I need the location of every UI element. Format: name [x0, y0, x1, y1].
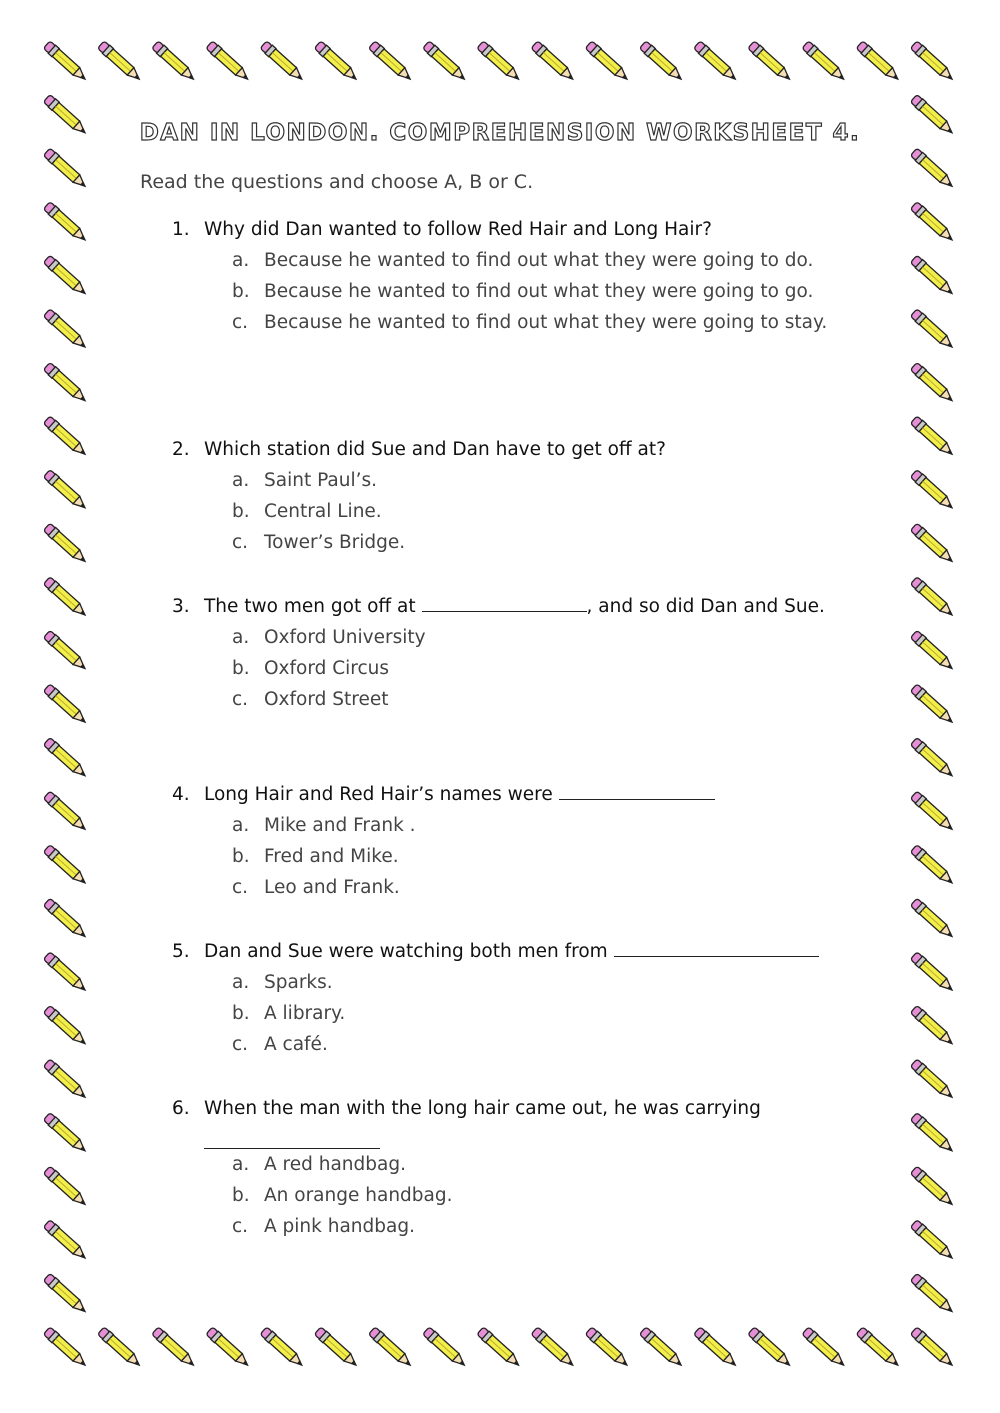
pencil-icon — [910, 737, 956, 780]
pencil-icon — [43, 630, 89, 673]
pencil-icon — [43, 1112, 89, 1155]
option-b[interactable]: b. Central Line. — [232, 501, 382, 522]
option-c[interactable]: c. Because he wanted to find out what they were going to stay. — [232, 312, 828, 333]
question-number: 4. — [172, 784, 190, 805]
pencil-icon — [910, 1005, 956, 1048]
question-number: 1. — [172, 219, 190, 240]
pencil-icon — [151, 41, 197, 84]
pencil-icon — [43, 148, 89, 191]
pencil-icon — [43, 1059, 89, 1102]
question-2 — [172, 434, 872, 558]
pencil-icon — [43, 1005, 89, 1048]
pencil-icon — [639, 41, 685, 84]
option-a[interactable]: a. Oxford University — [232, 627, 426, 648]
pencil-icon — [910, 308, 956, 351]
pencil-icon — [910, 255, 956, 298]
pencil-icon — [910, 416, 956, 459]
pencil-icon — [43, 1219, 89, 1262]
pencil-icon — [910, 1112, 956, 1155]
pencil-icon — [802, 41, 848, 84]
pencil-icon — [910, 1219, 956, 1262]
pencil-icon — [910, 576, 956, 619]
question-5 — [172, 936, 872, 1060]
question-text: Why did Dan wanted to follow Red Hair and Long Hair? — [204, 219, 712, 240]
option-c[interactable]: c. A pink handbag. — [232, 1216, 415, 1237]
option-c[interactable]: c. Oxford Street — [232, 689, 389, 710]
question-text: Which station did Sue and Dan have to get off at? — [204, 439, 666, 460]
pencil-icon — [422, 1327, 468, 1370]
pencil-icon — [910, 844, 956, 887]
pencil-icon — [910, 898, 956, 941]
pencil-icon — [43, 1166, 89, 1209]
question-number: 5. — [172, 941, 190, 962]
pencil-icon — [910, 469, 956, 512]
pencil-icon — [43, 1327, 89, 1370]
pencil-icon — [151, 1327, 197, 1370]
pencil-icon — [639, 1327, 685, 1370]
question-number: 2. — [172, 439, 190, 460]
pencil-icon — [910, 791, 956, 834]
pencil-icon — [531, 41, 577, 84]
pencil-icon — [747, 41, 793, 84]
pencil-icon — [910, 148, 956, 191]
pencil-icon — [43, 308, 89, 351]
option-a[interactable]: a. Saint Paul’s. — [232, 470, 378, 491]
answer-blank[interactable] — [614, 936, 819, 957]
pencil-icon — [97, 41, 143, 84]
question-number: 3. — [172, 596, 190, 617]
pencil-icon — [422, 41, 468, 84]
pencil-icon — [910, 1166, 956, 1209]
pencil-icon — [43, 1273, 89, 1316]
pencil-icon — [260, 41, 306, 84]
pencil-icon — [43, 41, 89, 84]
pencil-icon — [585, 1327, 631, 1370]
question-4 — [172, 779, 872, 903]
option-b[interactable]: b. A library. — [232, 1003, 346, 1024]
option-a[interactable]: a. A red handbag. — [232, 1154, 406, 1175]
pencil-icon — [476, 1327, 522, 1370]
pencil-icon — [693, 41, 739, 84]
question-text: The two men got off at — [204, 596, 416, 617]
pencil-icon — [43, 255, 89, 298]
pencil-icon — [856, 41, 902, 84]
pencil-icon — [260, 1327, 306, 1370]
pencil-icon — [910, 630, 956, 673]
pencil-icon — [314, 1327, 360, 1370]
pencil-icon — [910, 201, 956, 244]
answer-blank[interactable] — [422, 591, 587, 612]
option-a[interactable]: a. Because he wanted to find out what they were going to do. — [232, 250, 814, 271]
pencil-icon — [43, 951, 89, 994]
pencil-icon — [43, 416, 89, 459]
question-text: When the man with the long hair came out, he was carrying — [204, 1098, 761, 1119]
option-a[interactable]: a. Mike and Frank . — [232, 815, 416, 836]
pencil-icon — [856, 1327, 902, 1370]
pencil-icon — [43, 684, 89, 727]
pencil-icon — [910, 1327, 956, 1370]
instructions: Read the questions and choose A, B or C. — [140, 171, 534, 193]
pencil-icon — [910, 951, 956, 994]
option-b[interactable]: b. Fred and Mike. — [232, 846, 399, 867]
pencil-icon — [910, 684, 956, 727]
pencil-icon — [43, 791, 89, 834]
pencil-icon — [43, 844, 89, 887]
option-c[interactable]: c. A café. — [232, 1034, 328, 1055]
question-1 — [172, 214, 872, 338]
option-c[interactable]: c. Tower’s Bridge. — [232, 532, 406, 553]
option-b[interactable]: b. Because he wanted to find out what they were going to go. — [232, 281, 814, 302]
option-b[interactable]: b. Oxford Circus — [232, 658, 390, 679]
pencil-icon — [802, 1327, 848, 1370]
pencil-icon — [585, 41, 631, 84]
pencil-icon — [910, 523, 956, 566]
pencil-icon — [368, 41, 414, 84]
pencil-icon — [43, 523, 89, 566]
pencil-icon — [43, 898, 89, 941]
worksheet-title: DAN IN LONDON. COMPREHENSION WORKSHEET 4. — [139, 120, 861, 146]
pencil-icon — [43, 737, 89, 780]
pencil-icon — [206, 1327, 252, 1370]
pencil-icon — [43, 201, 89, 244]
question-6 — [172, 1093, 872, 1242]
pencil-icon — [43, 576, 89, 619]
pencil-icon — [206, 41, 252, 84]
question-number: 6. — [172, 1098, 190, 1119]
question-text-continued: , and so did Dan and Sue. — [586, 596, 825, 617]
answer-blank[interactable] — [204, 1128, 380, 1149]
pencil-icon — [368, 1327, 414, 1370]
pencil-icon — [910, 1059, 956, 1102]
pencil-icon — [747, 1327, 793, 1370]
option-a[interactable]: a. Sparks. — [232, 972, 333, 993]
question-text: Long Hair and Red Hair’s names were — [204, 784, 553, 805]
pencil-icon — [531, 1327, 577, 1370]
pencil-icon — [910, 1273, 956, 1316]
pencil-icon — [693, 1327, 739, 1370]
option-b[interactable]: b. An orange handbag. — [232, 1185, 453, 1206]
pencil-icon — [910, 362, 956, 405]
option-c[interactable]: c. Leo and Frank. — [232, 877, 400, 898]
pencil-icon — [43, 362, 89, 405]
question-3 — [172, 591, 872, 715]
question-text: Dan and Sue were watching both men from — [204, 941, 608, 962]
pencil-icon — [476, 41, 522, 84]
pencil-icon — [43, 469, 89, 512]
answer-blank[interactable] — [559, 779, 715, 800]
pencil-icon — [97, 1327, 143, 1370]
pencil-icon — [910, 41, 956, 84]
pencil-icon — [314, 41, 360, 84]
